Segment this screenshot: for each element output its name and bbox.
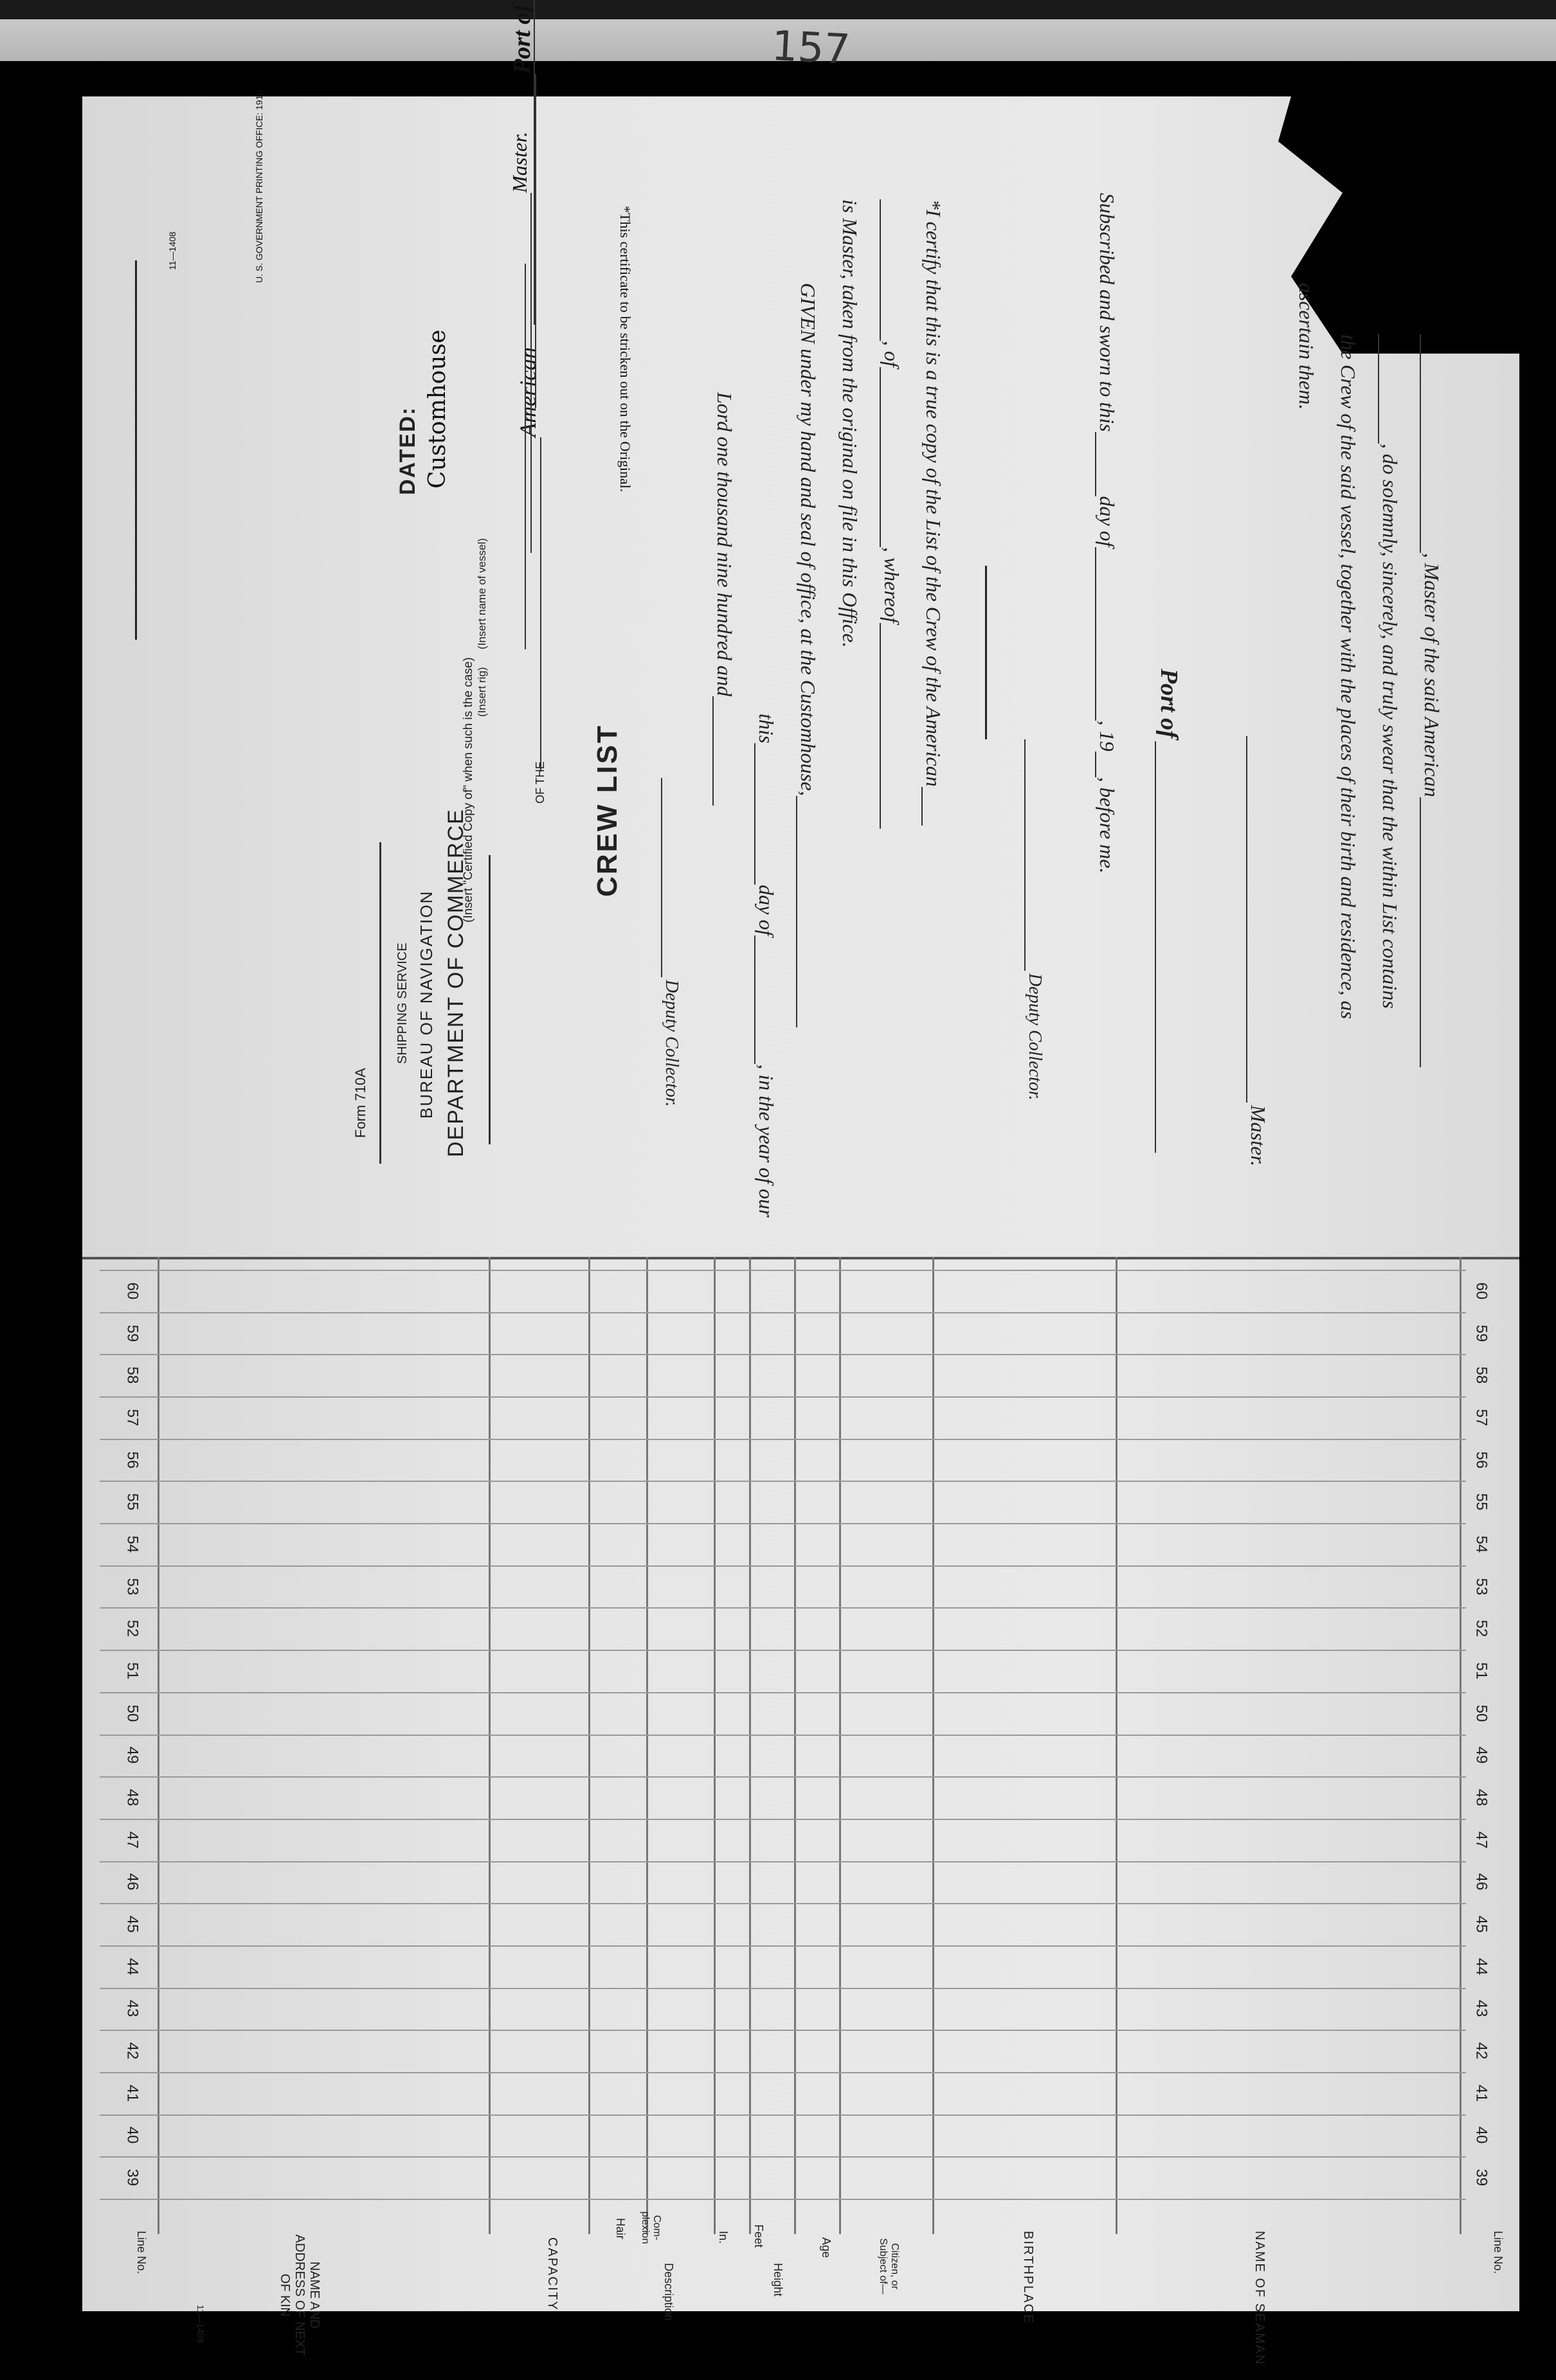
line-number-left: 47 xyxy=(123,1831,141,1849)
certificate-line-1: *I certify that this is a true copy of the List of the Crew of the American xyxy=(921,199,945,825)
blank-day[interactable] xyxy=(1095,432,1096,496)
dated-label: DATED: xyxy=(395,406,420,495)
table-row[interactable] xyxy=(100,2156,1466,2158)
table-row[interactable] xyxy=(100,1481,1466,1482)
line-number-left: 41 xyxy=(123,2084,141,2102)
blank-port-cover[interactable] xyxy=(535,74,536,408)
table-footer-code: 11—1408 xyxy=(195,2305,206,2343)
oath-line-3: the Crew of the said vessel, together with the places of their birth and residence, as xyxy=(1337,334,1360,1020)
line-number-left: 55 xyxy=(123,1493,141,1511)
blank-deputy-collector[interactable] xyxy=(1024,739,1026,971)
bureau-title: BUREAU OF NAVIGATION xyxy=(417,890,436,1119)
line-number-right: 52 xyxy=(1472,1619,1490,1637)
table-row[interactable] xyxy=(100,1439,1466,1440)
line-number-left: 49 xyxy=(123,1746,141,1764)
blank-master-signature[interactable] xyxy=(1246,736,1247,1103)
table-row[interactable] xyxy=(100,1270,1466,1271)
cover-rule-1 xyxy=(379,842,381,1164)
master-signature-line: Master. xyxy=(1246,736,1270,1166)
table-column-rule xyxy=(839,1257,841,2234)
table-header-rule xyxy=(100,2199,1466,2200)
certificate-line-4: GIVEN under my hand and seal of office, at the Customhouse, xyxy=(796,283,820,1027)
crew-list-title: CREW LIST xyxy=(592,724,623,897)
certificate-line-2: , of, whereof xyxy=(880,199,903,829)
blank-vessel[interactable] xyxy=(880,199,881,341)
table-column-rule xyxy=(489,1257,491,2234)
line-number-right: 44 xyxy=(1472,1958,1490,1976)
blank-vessel-name[interactable] xyxy=(1420,797,1421,1067)
certificate-line-6: Lord one thousand nine hundred and xyxy=(712,392,736,806)
certificate-line-5: thisday of, in the year of our xyxy=(755,714,778,1218)
blank-of[interactable] xyxy=(880,367,881,547)
insert-certified-note: (Insert "Certified Copy of" when such is the case) xyxy=(462,657,475,923)
blank-date-cover[interactable] xyxy=(534,0,535,325)
table-row[interactable] xyxy=(100,1861,1466,1862)
header-birthplace: BIRTHPLACE xyxy=(1021,2231,1035,2325)
line-number-left: 51 xyxy=(123,1662,141,1680)
department-title: DEPARTMENT OF COMMERCE xyxy=(444,808,468,1157)
line-number-left: 60 xyxy=(123,1282,141,1300)
line-number-right: 51 xyxy=(1472,1662,1490,1680)
form-number: Form 710A xyxy=(352,1068,368,1138)
line-number-left: 56 xyxy=(123,1451,141,1469)
header-height: Height xyxy=(772,2263,784,2297)
table-row[interactable] xyxy=(100,1312,1466,1313)
table-column-rule xyxy=(1460,1257,1461,2234)
table-row[interactable] xyxy=(100,1607,1466,1609)
line-number-right: 46 xyxy=(1472,1873,1490,1891)
line-number-right: 58 xyxy=(1472,1366,1490,1384)
line-number-right: 57 xyxy=(1472,1409,1490,1427)
table-row[interactable] xyxy=(100,1396,1466,1398)
table-top-rule xyxy=(82,1257,1519,1259)
blank-master[interactable] xyxy=(880,623,881,829)
oath-line-1: , Master of the said American xyxy=(1420,334,1443,1067)
line-number-right: 53 xyxy=(1472,1578,1490,1596)
line-number-right: 48 xyxy=(1472,1789,1490,1807)
table-row[interactable] xyxy=(100,1565,1466,1567)
table-column-rule xyxy=(749,1257,751,2234)
line-number-right: 54 xyxy=(1472,1535,1490,1553)
customhouse-label: Customhouse xyxy=(424,329,451,489)
insert-vessel-note: (Insert name of vessel) xyxy=(476,538,488,649)
header-description: Description xyxy=(662,2263,675,2321)
header-name: NAME OF SEAMAN xyxy=(1253,2231,1267,2366)
table-row[interactable] xyxy=(100,1735,1466,1736)
table-row[interactable] xyxy=(100,1776,1466,1778)
oath-line-4: ascertain them. xyxy=(1295,283,1318,410)
line-number-right: 56 xyxy=(1472,1451,1490,1469)
certificate-line-3: is Master, taken from the original on file in this Office. xyxy=(838,199,862,648)
table-row[interactable] xyxy=(100,1650,1466,1651)
table-row[interactable] xyxy=(100,1819,1466,1820)
line-number-left: 40 xyxy=(123,2126,141,2144)
cover-rule-2 xyxy=(489,855,491,1144)
cover-top-rule xyxy=(135,260,137,640)
table-row[interactable] xyxy=(100,1523,1466,1524)
blank-month[interactable] xyxy=(1095,547,1096,721)
line-number-left: 44 xyxy=(123,1958,141,1976)
deputy-collector-line: Deputy Collector. xyxy=(1024,739,1045,1101)
blank-master-name[interactable] xyxy=(1420,334,1421,553)
table-row[interactable] xyxy=(100,1354,1466,1355)
table-row[interactable] xyxy=(100,1988,1466,1989)
header-age: Age xyxy=(820,2237,833,2258)
year-cover xyxy=(508,0,535,325)
table-row[interactable] xyxy=(100,2072,1466,2073)
blank-rig[interactable] xyxy=(540,437,541,771)
line-number-left: 50 xyxy=(123,1704,141,1722)
blank-cert-deputy[interactable] xyxy=(661,778,662,977)
table-column-rule xyxy=(646,1257,648,2234)
table-row[interactable] xyxy=(100,2030,1466,2031)
line-number-left: 52 xyxy=(123,1619,141,1637)
table-row[interactable] xyxy=(100,2114,1466,2116)
blank-cert-year[interactable] xyxy=(712,696,714,806)
line-number-right: 50 xyxy=(1472,1704,1490,1722)
blank-master-sign[interactable] xyxy=(1378,334,1379,444)
line-number-right: 47 xyxy=(1472,1831,1490,1849)
table-column-rule xyxy=(794,1257,796,2234)
table-row[interactable] xyxy=(100,1692,1466,1693)
line-number-right: 49 xyxy=(1472,1746,1490,1764)
header-capacity: CAPACITY xyxy=(545,2237,559,2311)
line-number-left: 39 xyxy=(123,2168,141,2186)
master-cover-line: Master. xyxy=(508,132,532,553)
table-column-rule xyxy=(714,1257,716,2234)
line-number-right: 55 xyxy=(1472,1493,1490,1511)
subscribed-line: Subscribed and sworn to thisday of, 19, before me. xyxy=(1096,193,1119,874)
american-label: American xyxy=(514,347,541,771)
of-the-label: OF THE xyxy=(534,761,547,804)
line-number-left: 54 xyxy=(123,1535,141,1553)
insert-rig-note: (Insert rig) xyxy=(476,667,488,717)
separator-rule xyxy=(985,566,987,739)
line-number-left: 57 xyxy=(123,1409,141,1427)
header-inches: In. xyxy=(717,2231,730,2244)
port-of-line: Port of xyxy=(1155,669,1183,1153)
table-column-rule xyxy=(1116,1257,1117,2234)
table-row[interactable] xyxy=(100,1903,1466,1904)
line-number-right: 60 xyxy=(1472,1282,1490,1300)
port-of-cover: Port of xyxy=(508,4,536,408)
header-hair: Hair xyxy=(614,2218,627,2240)
line-number-left: 43 xyxy=(123,1999,141,2017)
table-column-rule xyxy=(588,1257,590,2234)
blank-year[interactable] xyxy=(1095,752,1096,777)
page-number: 157 xyxy=(770,22,852,75)
table-column-rule xyxy=(932,1257,934,2234)
oath-line-2: , do solemnly, sincerely, and truly swear that the within List contains xyxy=(1378,334,1402,1009)
blank-cert-day[interactable] xyxy=(754,743,755,885)
line-number-right: 45 xyxy=(1472,1915,1490,1933)
line-number-left: 42 xyxy=(123,2042,141,2060)
certificate-deputy-line: Deputy Collector. xyxy=(661,778,682,1107)
blank-port[interactable] xyxy=(1155,741,1156,1153)
table-row[interactable] xyxy=(100,1945,1466,1947)
form-code: 11—1408 xyxy=(167,231,177,270)
line-number-left: 58 xyxy=(123,1366,141,1384)
header-line-no: Line No. xyxy=(1492,2231,1505,2275)
line-number-right: 41 xyxy=(1472,2084,1490,2102)
table-column-rule xyxy=(158,1257,159,2234)
line-number-left: 45 xyxy=(123,1915,141,1933)
header-citizen: Citizen, or Subject of— xyxy=(878,2238,900,2294)
line-number-right: 39 xyxy=(1472,2168,1490,2186)
line-number-left: 53 xyxy=(123,1578,141,1596)
certificate-footnote: *This certificate to be stricken out on the Original. xyxy=(617,206,633,492)
line-number-left: 46 xyxy=(123,1873,141,1891)
line-number-left: 59 xyxy=(123,1324,141,1342)
header-next-of-kin: NAME AND ADDRESS OF NEXT OF KIN xyxy=(278,2234,321,2356)
line-number-right: 42 xyxy=(1472,2042,1490,2060)
blank-customhouse[interactable] xyxy=(796,796,797,1027)
line-number-right: 40 xyxy=(1472,2126,1490,2144)
blank-cert-month[interactable] xyxy=(754,935,755,1064)
header-line-no-right: Line No. xyxy=(135,2231,148,2275)
printing-office: U. S. GOVERNMENT PRINTING OFFICE: 1910 xyxy=(254,89,264,283)
line-number-left: 48 xyxy=(123,1789,141,1807)
line-number-right: 59 xyxy=(1472,1324,1490,1342)
service-title: SHIPPING SERVICE xyxy=(395,942,410,1064)
header-complexion: Com-plexion xyxy=(640,2211,662,2244)
blank-vessel-type[interactable] xyxy=(921,787,923,825)
line-number-right: 43 xyxy=(1472,1999,1490,2017)
header-feet: Feet xyxy=(752,2224,765,2248)
